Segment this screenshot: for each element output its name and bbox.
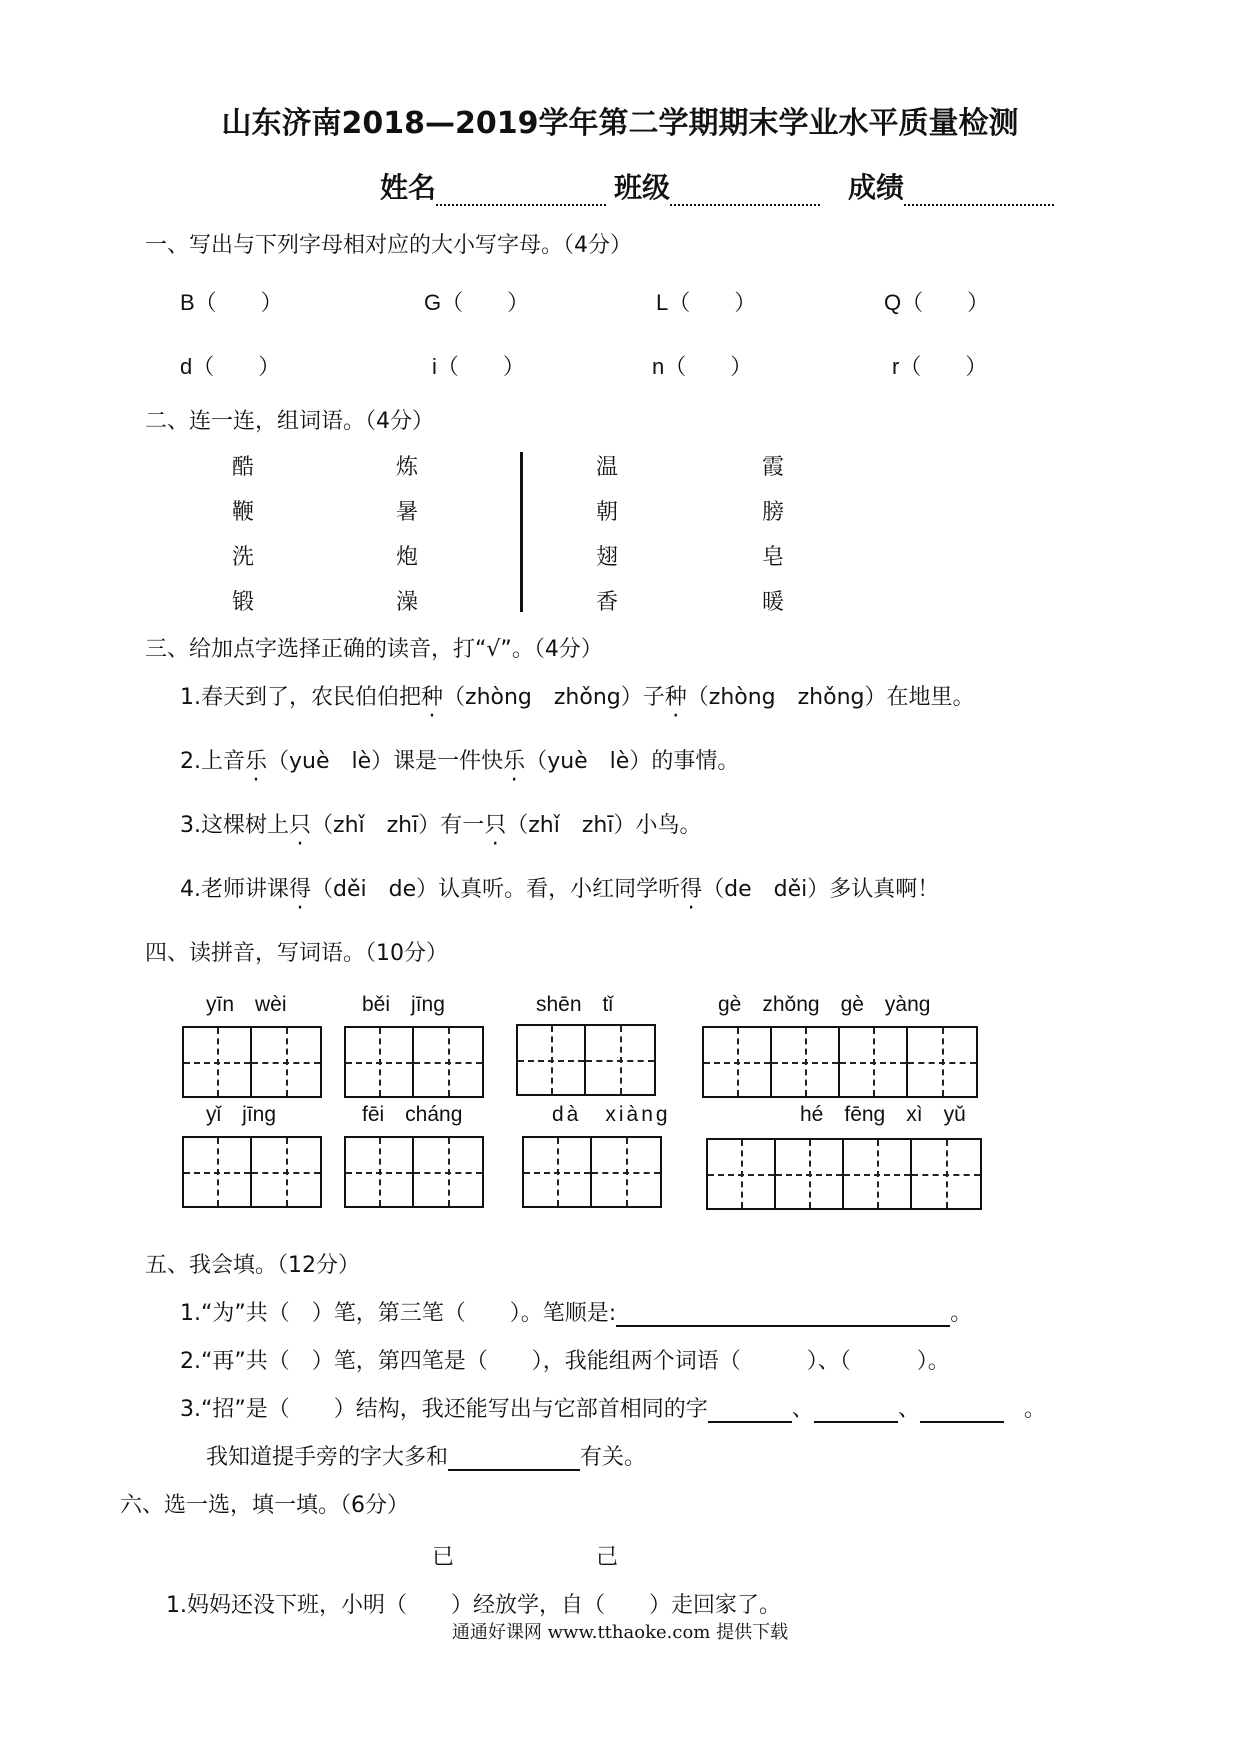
answer-blank[interactable]	[708, 1397, 792, 1423]
letter-item[interactable]: i（ ）	[432, 354, 525, 379]
name-field[interactable]	[380, 166, 606, 206]
word-char[interactable]: 洗	[232, 545, 255, 570]
section-4-heading: 四、读拼音，写词语。（10分）	[145, 941, 448, 966]
name-blank[interactable]	[436, 176, 606, 206]
grid-cell[interactable]	[704, 1028, 772, 1096]
name-label: 姓名	[380, 171, 437, 204]
grid-cell[interactable]	[252, 1028, 320, 1096]
dotted-char: 只	[289, 813, 312, 838]
question-5-2[interactable]: 2.“再”共（ ）笔，第四笔是（ ），我能组两个词语（ ）、（ ）。	[180, 1349, 950, 1374]
answer-blank[interactable]	[920, 1397, 1004, 1423]
pinyin-label: yǐ jīng	[206, 1103, 277, 1126]
word-char[interactable]: 香	[596, 590, 619, 615]
letter-item[interactable]: n（ ）	[652, 354, 753, 379]
question-3-2[interactable]	[180, 744, 739, 775]
word-char[interactable]: 暖	[762, 590, 785, 615]
grid-cell[interactable]	[414, 1028, 482, 1096]
writing-grid[interactable]	[706, 1138, 982, 1210]
grid-cell[interactable]	[776, 1140, 844, 1208]
grid-cell[interactable]	[252, 1138, 320, 1206]
grid-cell[interactable]	[772, 1028, 840, 1096]
q-text: 、	[791, 1397, 814, 1422]
q-text: （yuè lè）课是一件快	[267, 749, 504, 774]
word-char[interactable]: 澡	[396, 590, 419, 615]
question-3-4[interactable]	[180, 872, 939, 903]
writing-grid[interactable]	[702, 1026, 978, 1098]
grid-cell[interactable]	[184, 1138, 252, 1206]
q-text: 3.“招”是（ ）结构，我还能写出与它部首相同的字	[180, 1397, 708, 1422]
q-text: 4.老师讲课	[180, 877, 289, 902]
option-char: 已	[432, 1545, 455, 1570]
score-label: 成绩	[848, 171, 905, 204]
q-text: 有关。	[580, 1445, 647, 1470]
section-6-heading: 六、选一选，填一填。（6分）	[120, 1493, 409, 1518]
writing-grid[interactable]	[182, 1136, 322, 1208]
pinyin-label: hé fēng xì yǔ	[800, 1103, 966, 1126]
writing-grid[interactable]	[182, 1026, 322, 1098]
question-6-1[interactable]: 1.妈妈还没下班，小明（ ）经放学，自（ ）走回家了。	[166, 1593, 781, 1618]
q-text: （de děi）多认真啊！	[702, 877, 940, 902]
q-text: （zhǐ zhī）小鸟。	[506, 813, 702, 838]
section-5-heading: 五、我会填。（12分）	[145, 1253, 360, 1278]
word-char[interactable]: 温	[596, 455, 619, 480]
question-3-3[interactable]	[180, 808, 701, 839]
q-text: （zhǐ zhī）有一	[311, 813, 485, 838]
word-char[interactable]: 皂	[762, 545, 785, 570]
grid-cell[interactable]	[414, 1138, 482, 1206]
pinyin-label: fēi cháng	[362, 1103, 463, 1126]
word-char[interactable]: 炼	[396, 455, 419, 480]
grid-cell[interactable]	[184, 1028, 252, 1096]
section-1-heading: 一、写出与下列字母相对应的大小写字母。（4分）	[145, 233, 632, 258]
answer-blank[interactable]	[616, 1301, 950, 1327]
pinyin-label: dà xiàng	[552, 1103, 671, 1126]
writing-grid[interactable]	[516, 1024, 656, 1096]
letter-item[interactable]: B（ ）	[180, 290, 283, 315]
grid-cell[interactable]	[518, 1026, 586, 1094]
grid-cell[interactable]	[524, 1138, 592, 1206]
letter-item[interactable]: Q（ ）	[884, 290, 990, 315]
letter-item[interactable]: r（ ）	[892, 354, 988, 379]
footer-source: 通通好课网 www.tthaoke.com 提供下载	[451, 1622, 789, 1643]
page-title: 山东济南2018—2019学年第二学期期末学业水平质量检测	[221, 106, 1019, 141]
writing-grid[interactable]	[522, 1136, 662, 1208]
dotted-char: 种	[664, 685, 687, 710]
dotted-char: 乐	[245, 749, 268, 774]
grid-cell[interactable]	[708, 1140, 776, 1208]
dotted-char: 种	[421, 685, 444, 710]
answer-blank[interactable]	[814, 1397, 898, 1423]
letter-item[interactable]: d（ ）	[180, 354, 281, 379]
q-text: （yuè lè）的事情。	[525, 749, 740, 774]
grid-cell[interactable]	[346, 1138, 414, 1206]
question-5-1[interactable]	[180, 1296, 972, 1327]
option-char: 己	[596, 1545, 619, 1570]
writing-grid[interactable]	[344, 1026, 484, 1098]
pinyin-label: gè zhǒng gè yàng	[718, 993, 931, 1016]
letter-item[interactable]: L（ ）	[656, 290, 757, 315]
score-field[interactable]	[848, 166, 1054, 206]
class-blank[interactable]	[670, 176, 820, 206]
q-text: （děi de）认真听。看，小红同学听	[311, 877, 681, 902]
word-char[interactable]: 酷	[232, 455, 255, 480]
q-text: 。	[1023, 1397, 1046, 1422]
dotted-char: 乐	[503, 749, 526, 774]
score-blank[interactable]	[904, 176, 1054, 206]
column-divider	[520, 452, 523, 612]
word-char[interactable]: 鞭	[232, 500, 255, 525]
grid-cell[interactable]	[592, 1138, 660, 1206]
grid-cell[interactable]	[908, 1028, 976, 1096]
word-char[interactable]: 暑	[396, 500, 419, 525]
word-char[interactable]: 朝	[596, 500, 619, 525]
pinyin-label: yīn wèi	[206, 993, 287, 1016]
class-label: 班级	[614, 171, 671, 204]
grid-cell[interactable]	[912, 1140, 980, 1208]
section-2-heading: 二、连一连，组词语。（4分）	[145, 409, 434, 434]
q-text: （zhòng zhǒng）子	[443, 685, 665, 710]
answer-blank[interactable]	[448, 1445, 580, 1471]
word-char[interactable]: 膀	[762, 500, 785, 525]
q-text: 我知道提手旁的字大多和	[206, 1445, 449, 1470]
q-text: 2.上音	[180, 749, 245, 774]
grid-cell[interactable]	[840, 1028, 908, 1096]
question-5-3[interactable]	[180, 1392, 1046, 1423]
grid-cell[interactable]	[346, 1028, 414, 1096]
class-field[interactable]	[614, 166, 820, 206]
section-3-heading: 三、给加点字选择正确的读音，打“√”。（4分）	[145, 637, 603, 662]
q-text: 。	[950, 1301, 973, 1326]
word-char[interactable]: 炮	[396, 545, 419, 570]
question-3-1[interactable]	[180, 680, 975, 711]
writing-grid[interactable]	[344, 1136, 484, 1208]
q-text: 1.“为”共（ ）笔，第三笔（ ）。笔顺是:	[180, 1301, 617, 1326]
question-5-4[interactable]	[206, 1440, 646, 1471]
q-text: （zhòng zhǒng）在地里。	[686, 685, 975, 710]
pinyin-label: shēn tǐ	[536, 993, 614, 1016]
q-text: 、	[897, 1397, 920, 1422]
word-char[interactable]: 锻	[232, 590, 255, 615]
q-text: 3.这棵树上	[180, 813, 289, 838]
pinyin-label: běi jīng	[362, 993, 445, 1016]
grid-cell[interactable]	[844, 1140, 912, 1208]
dotted-char: 得	[289, 877, 312, 902]
word-char[interactable]: 霞	[762, 455, 785, 480]
letter-item[interactable]: G（ ）	[424, 290, 530, 315]
grid-cell[interactable]	[586, 1026, 654, 1094]
dotted-char: 只	[484, 813, 507, 838]
dotted-char: 得	[680, 877, 703, 902]
word-char[interactable]: 翅	[596, 545, 619, 570]
q-text: 1.春天到了，农民伯伯把	[180, 685, 421, 710]
